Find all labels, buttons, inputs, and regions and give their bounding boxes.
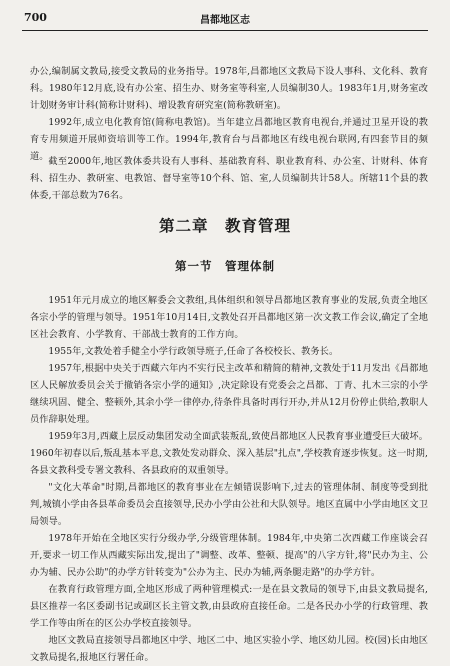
paragraph: 1957年,根据中央关于西藏六年内不实行民主改革和精简的精神,文教处于11月发出《昌都地区人民解放委员会关于撤销各宗小学的通知》,决定除设有党委会之昌都、丁青、扎木三宗的小学继续巩固、健全、整顿外,其余小学一律停办,待条件具备时再行开办,并从12月份停止供给,教职人员作辞职处理。 [30, 363, 428, 425]
section-title: 第一节 管理体制 [175, 259, 275, 273]
paragraph: 1959年3月,西藏上层反动集团发动全面武装叛乱,致使昌都地区人民教育事业遭受巨大破坏。1960年初春以后,叛乱基本平息,文教处发动群众、深入基层"扎点",学校教育逐步恢复。这一时期,各县文教科受专署文教科、各县政府的双重领导。 [30, 431, 428, 476]
paragraph: 截至2000年,地区教体委共设有人事科、基础教育科、职业教育科、办公室、计财科、体育科、招生办、教研室、电教馆、督导室等10个科、馆、室,人员编制共计58人。所辖11个县的教体委,干部总数为76名。 [30, 156, 428, 201]
paragraph: 地区文教局直接领导昌都地区中学、地区二中、地区实验小学、地区幼儿园。校(园)长由地区文教局提名,报地区行署任命。 [30, 635, 428, 663]
paragraph: 办公,编制属文教局,接受文教局的业务指导。1978年,昌都地区文教局下设人事科、文化科、教育科。1980年12月底,设有办公室、招生办、财务室等科室,人员编制30人。1983年1月,财务室改计划财务审计科(简称计财科)、增设教育研究室(简称教研室)。 [30, 66, 428, 111]
paragraph: 1992年,成立电化教育馆(简称电教馆)。当年建立昌都地区教育电视台,并通过卫星开设的教育专用频道开展师资培训等工作。1994年,教育台与昌都地区有线电视台联网,有四套节目的频道。 [30, 117, 428, 162]
top-paragraph-block [30, 63, 428, 114]
top-paragraph-block [30, 153, 428, 204]
page-header [22, 8, 428, 31]
paragraph: 在教育行政管理方面,全地区形成了两种管理模式:一是在县文教局的领导下,由县文教局提名,县区推荐一名区委副书记或副区长主管文教,由县政府直接任命。二是各民办小学的行政管理、教学工作等由所在的区公办学校直接领导。 [30, 584, 428, 629]
main-text-block [30, 292, 428, 666]
paragraph: 1978年开始在全地区实行分级办学,分级管理体制。1984年,中央第二次西藏工作座谈会召开,要求一切工作从西藏实际出发,提出了"调整、改革、整顿、提高"的八字方针,将"民办为主、公办为辅、民办公助"的办学方针转变为"公办为主、民办为辅,两条腿走路"的办学方针。 [30, 533, 428, 578]
paragraph: 1955年,文教处着手健全小学行政领导班子,任命了各校校长、教务长。 [48, 346, 339, 357]
paragraph: "文化大革命"时期,昌都地区的教育事业在左倾错误影响下,过去的管理体制、制度等受到批判,城镇小学由各县革命委员会直接领导,民办小学由公社和大队领导。地区直属中小学由地区文卫局领导。 [30, 482, 428, 527]
page-number: 700 [24, 11, 47, 24]
running-title: 昌都地区志 [200, 15, 250, 26]
chapter-title: 第二章 教育管理 [158, 216, 291, 235]
paragraph: 1951年元月成立的地区解委会文教组,具体组织和领导昌都地区教育事业的发展,负责全地区各宗小学的管理与领导。1951年10月14日,文教处召开昌都地区第一次文教工作会议,确定了全地区社会教育、小学教育、干部战士教育的工作方向。 [30, 295, 428, 340]
